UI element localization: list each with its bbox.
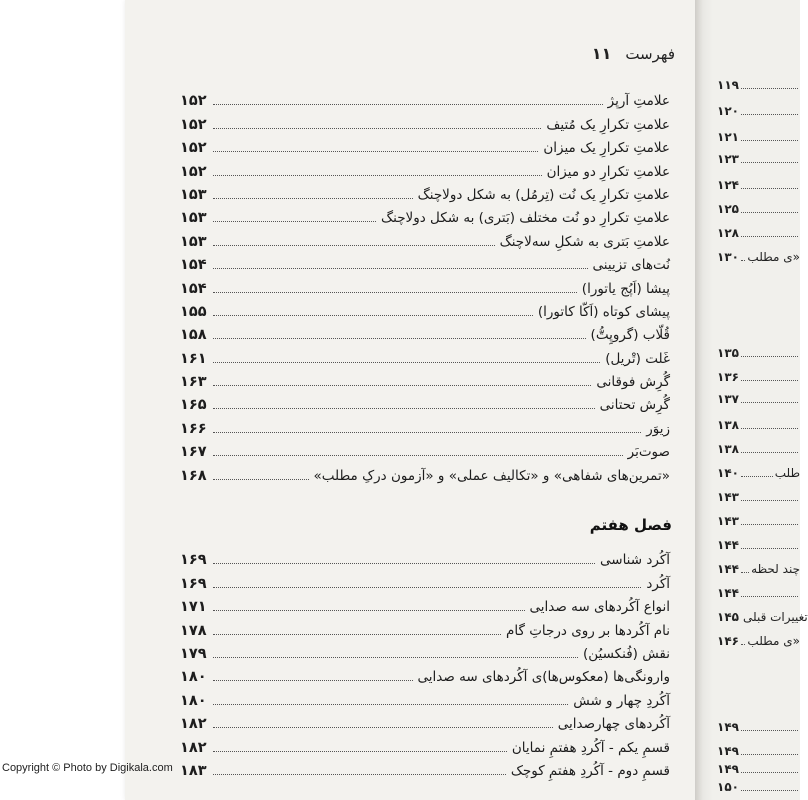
- toc-entry-page: ۱۸۲: [180, 716, 207, 733]
- dot-leader: [213, 633, 501, 635]
- toc-entry: [180, 320, 670, 343]
- toc-entry: [180, 460, 670, 483]
- toc-entry-title: صوت‌بَر: [627, 444, 670, 461]
- right-page-entry: [717, 720, 800, 734]
- dot-leader: [213, 267, 588, 269]
- toc-entry: [180, 390, 670, 413]
- right-page-entry-page: ۱۴۵: [717, 610, 739, 624]
- right-page-entry: [717, 586, 800, 600]
- right-page-entry: [717, 634, 800, 648]
- right-page-entry-title: طلب: [774, 466, 800, 480]
- toc-list-top: [180, 86, 670, 484]
- toc-entry-page: ۱۵۴: [180, 280, 207, 297]
- dot-leader: [213, 703, 568, 705]
- dot-leader: [741, 236, 798, 237]
- dot-leader: [213, 291, 577, 293]
- right-page-entry-page: ۱۲۵: [717, 202, 739, 216]
- dot-leader: [213, 197, 413, 199]
- toc-entry-page: ۱۵۸: [180, 327, 207, 344]
- dot-leader: [213, 431, 641, 433]
- toc-entry: [180, 273, 670, 296]
- toc-entry: [180, 732, 670, 755]
- right-page-entry: [717, 442, 800, 456]
- toc-entry: [180, 413, 670, 436]
- toc-entry-page: ۱۵۲: [180, 163, 207, 180]
- right-page-entry-page: ۱۵۰: [717, 780, 739, 794]
- dot-leader: [741, 644, 745, 645]
- right-page-entry: [717, 250, 800, 264]
- toc-entry-title: علامتِ تکرارِ دو میزان: [546, 163, 670, 180]
- toc-entry-title: علامتِ تکرارِ یک میزان: [543, 140, 670, 157]
- dot-leader: [741, 524, 798, 525]
- dot-leader: [213, 478, 309, 480]
- dot-leader: [213, 127, 541, 129]
- copyright-text: Copyright © Photo by Digikala.com: [2, 762, 173, 774]
- toc-entry: [180, 343, 670, 366]
- toc-entry: [180, 250, 670, 273]
- dot-leader: [741, 790, 798, 791]
- toc-entry-page: ۱۶۹: [180, 575, 207, 592]
- toc-entry: [180, 156, 670, 179]
- right-page-entry-title: تغییرات قبلی: [742, 610, 808, 624]
- toc-entry-page: ۱۵۵: [180, 303, 207, 320]
- toc-entry: [180, 709, 670, 732]
- toc-entry-title: علامتِ تکرارِ دو نُت مختلف (بَتری) به شکل دولاچنگ: [381, 210, 670, 227]
- toc-entry-title: «تمرین‌های شفاهی» و «تکالیف عملی» و «آزمون درکِ مطلب»: [313, 467, 670, 484]
- dot-leader: [213, 586, 641, 588]
- right-page-entry: [717, 466, 800, 480]
- dot-leader: [741, 356, 798, 357]
- toc-entry-title: نقش (فُنکسیُن): [583, 645, 670, 662]
- toc-entry-title: نُت‌های تزیینی: [592, 257, 670, 274]
- toc-entry: [180, 180, 670, 203]
- toc-entry-title: قسمِ دوم - آکُردِ هفتمِ کوچک: [510, 762, 670, 779]
- dot-leader: [213, 384, 591, 386]
- dot-leader: [213, 361, 600, 363]
- toc-entry-title: نام آکُردها بر روی درجاتِ گام: [506, 622, 670, 639]
- dot-leader: [213, 679, 413, 681]
- dot-leader: [741, 572, 749, 573]
- toc-entry: [180, 297, 670, 320]
- right-page-entry: [717, 202, 800, 216]
- right-page-entry-page: ۱۴۹: [717, 744, 739, 758]
- dot-leader: [213, 562, 595, 564]
- right-page-entry-page: ۱۲۳: [717, 152, 739, 166]
- dot-leader: [213, 314, 533, 316]
- dot-leader: [741, 402, 798, 403]
- dot-leader: [741, 260, 745, 261]
- right-page-entry-title: ی مطلب»: [747, 250, 800, 264]
- toc-list-bottom: [180, 545, 670, 779]
- toc-entry: [180, 86, 670, 109]
- right-page-entry: [717, 780, 800, 794]
- dot-leader: [213, 726, 553, 728]
- toc-entry-title: گُرِش فوقانی: [596, 374, 670, 391]
- dot-leader: [741, 730, 798, 731]
- toc-entry: [180, 685, 670, 708]
- dot-leader: [213, 609, 525, 611]
- right-page-entry-page: ۱۲۸: [717, 226, 739, 240]
- dot-leader: [741, 140, 798, 141]
- dot-leader: [213, 174, 542, 176]
- toc-entry-page: ۱۵۴: [180, 257, 207, 274]
- dot-leader: [213, 773, 506, 775]
- toc-entry-page: ۱۷۸: [180, 622, 207, 639]
- right-page-entry-page: ۱۴۰: [717, 466, 739, 480]
- toc-entry: [180, 639, 670, 662]
- toc-entry: [180, 615, 670, 638]
- dot-leader: [741, 596, 798, 597]
- header-title: فهرست: [625, 45, 675, 63]
- right-page-entry: [717, 370, 800, 384]
- toc-entry-page: ۱۵۲: [180, 140, 207, 157]
- dot-leader: [213, 407, 595, 409]
- toc-entry: [180, 367, 670, 390]
- right-page-entry: [717, 178, 800, 192]
- right-page-entry: [717, 392, 800, 406]
- toc-entry-page: ۱۵۳: [180, 210, 207, 227]
- dot-leader: [213, 220, 376, 222]
- dot-leader: [741, 476, 773, 477]
- right-page-entry-page: ۱۳۰: [717, 250, 739, 264]
- toc-entry: [180, 592, 670, 615]
- dot-leader: [741, 162, 798, 163]
- toc-entry-page: ۱۷۹: [180, 645, 207, 662]
- toc-entry-title: وارونگی‌ها (معکوس‌ها)ی آکُردهای سه صدایی: [417, 669, 670, 686]
- dot-leader: [213, 337, 586, 339]
- right-page-entry: [717, 78, 800, 92]
- dot-leader: [741, 548, 798, 549]
- dot-leader: [213, 454, 623, 456]
- toc-entry-page: ۱۸۰: [180, 692, 207, 709]
- toc-entry-page: ۱۵۳: [180, 233, 207, 250]
- toc-entry: [180, 568, 670, 591]
- toc-entry-page: ۱۸۲: [180, 739, 207, 756]
- toc-entry-title: آکُرد شناسی: [600, 552, 670, 569]
- toc-entry-title: آکُرد: [646, 575, 670, 592]
- dot-leader: [213, 656, 578, 658]
- toc-entry-title: پیشای کوتاه (اَکّا کاتورا): [537, 303, 670, 320]
- toc-entry-page: ۱۶۷: [180, 444, 207, 461]
- right-page-entry-page: ۱۲۰: [717, 104, 739, 118]
- right-page-entry-page: ۱۴۳: [717, 490, 739, 504]
- toc-entry-page: ۱۶۱: [180, 350, 207, 367]
- dot-leader: [213, 244, 495, 246]
- dot-leader: [741, 500, 798, 501]
- page-header: [180, 44, 675, 63]
- toc-entry: [180, 545, 670, 568]
- dot-leader: [213, 750, 507, 752]
- dot-leader: [741, 188, 798, 189]
- toc-entry-title: علامتِ آرپژ: [607, 93, 670, 110]
- right-page-entry: [717, 346, 800, 360]
- right-page-entry: [717, 130, 800, 144]
- right-page-entry-page: ۱۳۸: [717, 442, 739, 456]
- right-page-entry-title: چند لحظه: [751, 562, 800, 576]
- dot-leader: [741, 380, 798, 381]
- right-page-entry: [717, 490, 800, 504]
- toc-entry-title: آکُردِ چهار و شش: [573, 692, 670, 709]
- toc-entry-title: علامتِ تکرارِ یک نُت (تِرمُل) به شکل دولاچنگ: [417, 186, 670, 203]
- right-page-entry-page: ۱۴۹: [717, 762, 739, 776]
- header-page-number: ۱۱: [591, 44, 612, 63]
- right-page-entry-page: ۱۲۱: [717, 130, 739, 144]
- right-page-entry-page: ۱۱۹: [717, 78, 739, 92]
- toc-entry-title: قُلّاب (گروپِتُّ): [590, 327, 670, 344]
- dot-leader: [213, 103, 603, 105]
- dot-leader: [741, 452, 798, 453]
- toc-entry: [180, 437, 670, 460]
- toc-entry-page: ۱۶۵: [180, 397, 207, 414]
- toc-entry: [180, 133, 670, 156]
- toc-entry-page: ۱۶۳: [180, 374, 207, 391]
- toc-entry-title: پیشا (اَپُج یاتورا): [581, 280, 670, 297]
- right-page-entry: [717, 104, 800, 118]
- toc-entry: [180, 226, 670, 249]
- right-page-entry-page: ۱۳۸: [717, 418, 739, 432]
- right-page-entry: [717, 762, 800, 776]
- toc-entry-page: ۱۶۶: [180, 420, 207, 437]
- toc-entry: [180, 662, 670, 685]
- dot-leader: [741, 772, 798, 773]
- dot-leader: [741, 212, 798, 213]
- dot-leader: [741, 88, 798, 89]
- toc-entry-page: ۱۸۳: [180, 762, 207, 779]
- right-page-entry-page: ۱۴۶: [717, 634, 739, 648]
- toc-entry-page: ۱۵۲: [180, 116, 207, 133]
- toc-entry-title: علامتِ بَتری به شکلِ سه‌لاچنگ: [499, 233, 670, 250]
- right-page-entry: [717, 610, 808, 624]
- right-page-entry: [717, 744, 800, 758]
- toc-entry-page: ۱۵۲: [180, 93, 207, 110]
- right-page-entry-title: ی مطلب»: [747, 634, 800, 648]
- right-page-entry: [717, 562, 800, 576]
- book-gutter: [695, 0, 713, 800]
- right-page-entry: [717, 514, 800, 528]
- toc-entry-title: علامتِ تکرارِ یک مُتیف: [546, 116, 670, 133]
- right-page-entry-page: ۱۳۶: [717, 370, 739, 384]
- toc-entry-title: قسمِ یکم - آکُردِ هفتمِ نمایان: [511, 739, 670, 756]
- dot-leader: [741, 428, 798, 429]
- toc-entry-title: غَلت (تْریل): [605, 350, 670, 367]
- toc-entry: [180, 109, 670, 132]
- toc-entry-page: ۱۸۰: [180, 669, 207, 686]
- right-page-entry-page: ۱۳۵: [717, 346, 739, 360]
- right-page-entry: [717, 418, 800, 432]
- right-page-entry-page: ۱۴۴: [717, 538, 739, 552]
- toc-entry-title: گُرِش تحتانی: [599, 397, 670, 414]
- right-page-entry: [717, 226, 800, 240]
- toc-entry-title: انواع آکُردهای سه صدایی: [529, 599, 670, 616]
- toc-entry-page: ۱۷۱: [180, 599, 207, 616]
- toc-entry: [180, 756, 670, 779]
- right-page-entry-page: ۱۴۳: [717, 514, 739, 528]
- right-page-entry-page: ۱۲۴: [717, 178, 739, 192]
- right-page-entry-page: ۱۴۴: [717, 562, 739, 576]
- toc-entry: [180, 203, 670, 226]
- right-page-entry-page: ۱۴۹: [717, 720, 739, 734]
- right-page-entry-page: ۱۳۷: [717, 392, 739, 406]
- right-page-entry: [717, 152, 800, 166]
- right-page-entry-page: ۱۴۴: [717, 586, 739, 600]
- toc-entry-title: زیوَر: [646, 420, 670, 437]
- toc-entry-page: ۱۶۸: [180, 467, 207, 484]
- dot-leader: [213, 150, 538, 152]
- toc-entry-page: ۱۶۹: [180, 552, 207, 569]
- dot-leader: [741, 754, 798, 755]
- toc-entry-title: آکُردهای چهارصدایی: [557, 716, 670, 733]
- right-page-entry: [717, 538, 800, 552]
- chapter-title: فصل هفتم: [589, 516, 672, 534]
- toc-entry-page: ۱۵۳: [180, 186, 207, 203]
- dot-leader: [741, 114, 798, 115]
